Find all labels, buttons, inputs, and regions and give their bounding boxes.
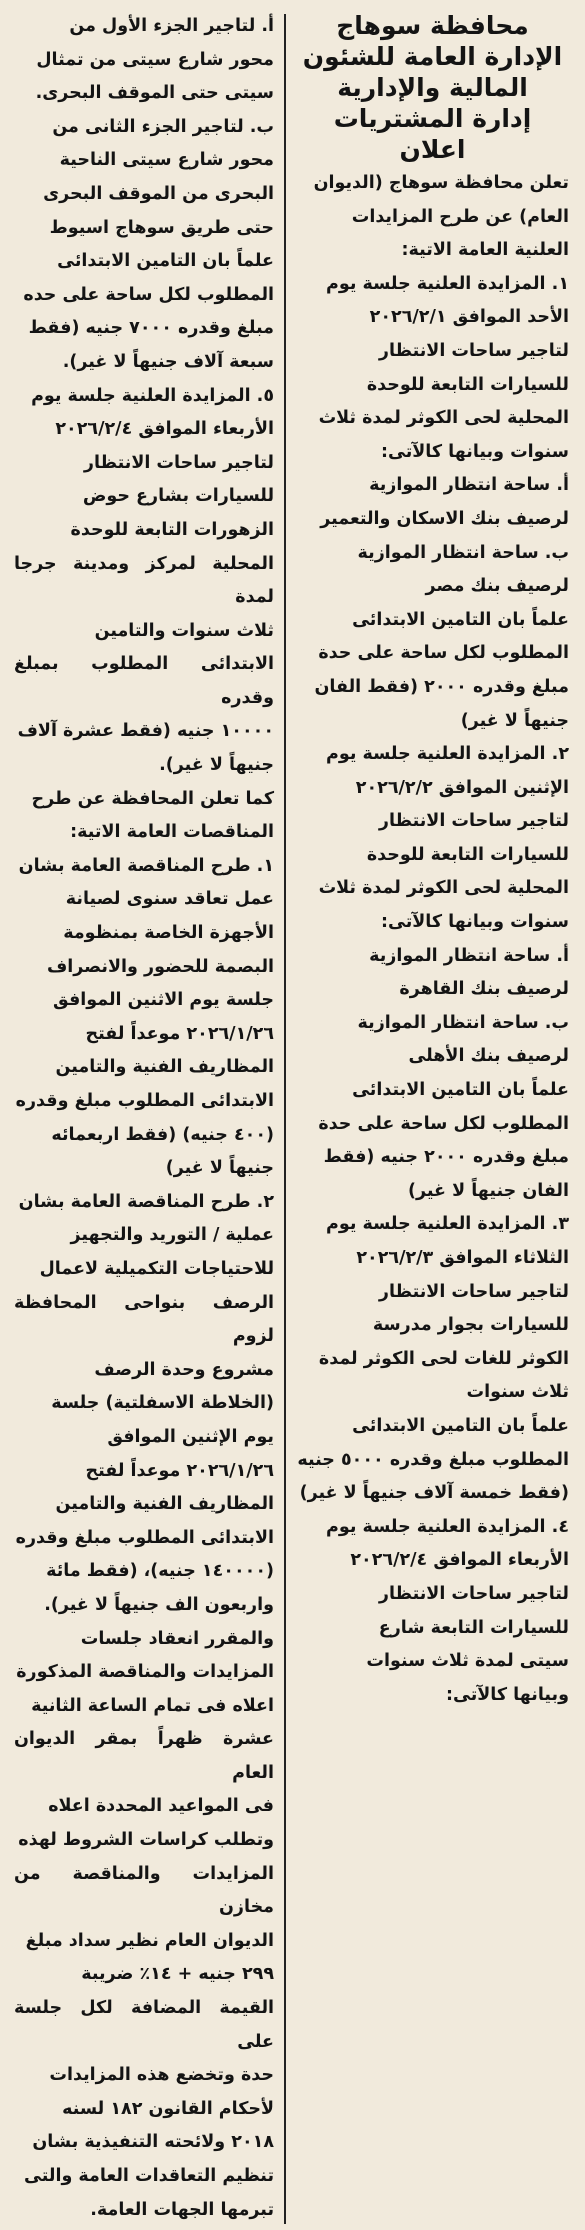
paragraph-line: ٢٩٩ جنيه + ١٤٪ ضريبة (81, 1964, 275, 1985)
paragraph-line: وبيانها كالآتى: (445, 1684, 569, 1705)
paragraph-line: للسيارات التابعة للوحدة (366, 844, 569, 865)
paragraph-line: ٢٠٢٦/١/٢٦ موعداً لفتح (85, 1460, 275, 1481)
paragraph-line: المزايدات والمناقصة المذكورة (16, 1662, 275, 1683)
announcement-paragraph (296, 537, 569, 604)
left-column (10, 10, 284, 2230)
announcement-paragraph (296, 1511, 569, 1713)
paragraph-line: الفان جنيهاً لا غير) (408, 1180, 569, 1201)
paragraph-line: الأجهزة الخاصة بمنظومة (63, 923, 275, 944)
paragraph-line: ٤. المزايدة العلنية جلسة يوم (326, 1516, 569, 1537)
announcement-paragraph (296, 738, 569, 940)
paragraph-line: لرصيف بنك الاسكان والتعمير (320, 508, 569, 529)
announcement-paragraph (14, 380, 274, 783)
paragraph-line: المطلوب مبلغ وقدره ٥٠٠٠ جنيه (297, 1449, 569, 1470)
paragraph-line: علماً بان التامين الابتدائى (352, 609, 569, 630)
paragraph-line: ١٠٠٠٠ جنيه (فقط عشرة آلاف (17, 721, 275, 742)
paragraph-line: محور شارع سيتى من تمثال (36, 49, 275, 70)
paragraph-line: المطلوب لكل ساحة على حدة (318, 1113, 569, 1134)
paragraph-line: المظاريف الفنية والتامين (55, 1057, 275, 1078)
paragraph-line: ٢. طرح المناقصة العامة بشان (18, 1191, 275, 1212)
paragraph-line: الزهورات التابعة للوحدة (70, 519, 275, 540)
paragraph-line: عملية / التوريد والتجهيز (70, 1225, 275, 1246)
paragraph-line: المحلية لحى الكوثر لمدة ثلاث (318, 408, 569, 429)
paragraph-line: القيمة المضافة لكل جلسة على (13, 1998, 275, 2052)
paragraph-line: الإثنين الموافق ٢٠٢٦/٢/٢ (355, 777, 569, 798)
paragraph-line: سنوات وبيانها كالآتى: (380, 441, 569, 462)
paragraph-line: ب. ساحة انتظار الموازية (357, 542, 569, 563)
paragraph-line: الرصف بنواحى المحافظة لزوم (13, 1292, 275, 1347)
paragraph-line: لرصيف بنك مصر (425, 576, 569, 597)
paragraph-line: (٤٠٠ جنيه) (فقط اربعمائه (51, 1124, 275, 1145)
announcement-paragraph (14, 111, 274, 245)
paragraph-line: جلسة يوم الاثنين الموافق (53, 990, 275, 1011)
announcement-paragraph (14, 1623, 274, 2228)
paragraph-line: الابتدائى المطلوب مبلغ وقدره (15, 1091, 275, 1111)
paragraph-line: جنيهاً لا غير) (460, 710, 569, 731)
announcement-paragraph (14, 245, 274, 379)
paragraph-line: جنيهاً لا غير) (165, 1158, 275, 1179)
announcement-paragraph (296, 1410, 569, 1511)
paragraph-line: لتاجير ساحات الانتظار (378, 340, 569, 361)
paragraph-line: العلنية العامة الاتية: (401, 240, 569, 261)
paragraph-line: تعلن محافظة سوهاج (الديوان (313, 173, 569, 193)
paragraph-line: فى المواعيد المحددة اعلاه (48, 1796, 275, 1817)
paragraph-line: ٢٠٢٦/١/٢٦ موعداً لفتح (85, 1023, 275, 1044)
paragraph-line: المحلية لحى الكوثر لمدة ثلاث (318, 878, 569, 899)
paragraph-line: الأحد الموافق ٢٠٢٦/٢/١ (369, 307, 569, 328)
paragraph-line: ١. طرح المناقصة العامة بشان (18, 855, 275, 876)
paragraph-line: (١٤٠٠٠٠ جنيه)، (فقط مائة (46, 1561, 275, 1582)
paragraph-line: مشروع وحدة الرصف (94, 1359, 275, 1380)
announcement-paragraph (296, 268, 569, 470)
paragraph-line: أ. ساحة انتظار الموازية (369, 945, 569, 966)
paragraph-line: للسيارات بجوار مدرسة (372, 1315, 569, 1336)
header-line: اعلان (399, 135, 466, 164)
paragraph-line: ب. ساحة انتظار الموازية (357, 1012, 569, 1033)
paragraph-line: يوم الإثنين الموافق (107, 1426, 275, 1447)
paragraph-line: الكوثر للغات لحى الكوثر لمدة (318, 1348, 569, 1369)
paragraph-line: لرصيف بنك القاهرة (399, 979, 569, 1000)
right-column-body (296, 167, 569, 1712)
header-line: إدارة المشتريات (333, 104, 532, 133)
paragraph-line: ٢٠١٨ ولائحته التنفيذية بشان (32, 2132, 275, 2153)
paragraph-line: ٢. المزايدة العلنية جلسة يوم (326, 744, 569, 765)
paragraph-line: الأربعاء الموافق ٢٠٢٦/٢/٤ (55, 419, 275, 440)
header-line: المالية والإدارية (337, 73, 528, 102)
paragraph-line: مبلغ وقدره ٢٠٠٠ (فقط الفان (314, 676, 569, 697)
paragraph-line: حدة وتخضع هذه المزايدات (49, 2065, 275, 2086)
paragraph-line: حتى طريق سوهاج اسيوط (49, 217, 275, 238)
paragraph-line: عمل تعاقد سنوى لصيانة (65, 889, 275, 910)
announcement-paragraph (14, 10, 274, 111)
paragraph-line: اعلاه فى تمام الساعة الثانية (31, 1695, 275, 1716)
column-divider (284, 14, 286, 2224)
header-line: الإدارة العامة للشئون (302, 42, 563, 71)
paragraph-line: سيتى لمدة ثلاث سنوات (366, 1651, 569, 1672)
header-line: محافظة سوهاج (336, 11, 529, 40)
paragraph-line: علماً بان التامين الابتدائى (352, 1415, 569, 1436)
announcement-header (296, 10, 569, 165)
paragraph-line: علماً بان التامين الابتدائى (57, 251, 275, 272)
paragraph-line: جنيهاً لا غير). (159, 755, 275, 776)
paragraph-line: واربعون الف جنيهاً لا غير). (44, 1594, 275, 1615)
paragraph-line: والمقرر انعقاد جلسات (80, 1628, 275, 1649)
announcement-paragraph (296, 1074, 569, 1208)
announcement-paragraph (296, 469, 569, 536)
paragraph-line: المحلية لمركز ومدينة جرجا لمدة (13, 553, 275, 608)
announcement-paragraph (296, 1208, 569, 1410)
paragraph-line: مبلغ وقدره ٢٠٠٠ جنيه (فقط (323, 1147, 569, 1168)
paragraph-line: ثلاث سنوات (466, 1382, 569, 1403)
paragraph-line: البحرى من الموقف البحرى (43, 183, 275, 204)
paragraph-line: أ. لتاجير الجزء الأول من (69, 16, 275, 36)
paragraph-line: للسيارات التابعة شارع (378, 1617, 569, 1638)
left-column-body (14, 10, 274, 2227)
paragraph-line: المظاريف الفنية والتامين (55, 1494, 275, 1515)
announcement-paragraph (14, 783, 274, 850)
paragraph-line: (فقط خمسة آلاف جنيهاً لا غير) (299, 1483, 569, 1504)
paragraph-line: البصمة للحضور والانصراف (46, 956, 275, 977)
paragraph-line: ٥. المزايدة العلنية جلسة يوم (31, 385, 275, 406)
paragraph-line: المطلوب لكل ساحة على حده (23, 284, 275, 305)
paragraph-line: (الخلاطة الاسفلتية) جلسة (51, 1393, 275, 1414)
paragraph-line: سيتى حتى الموقف البحرى. (35, 83, 275, 104)
paragraph-line: العام) عن طرح المزايدات (351, 206, 569, 227)
paragraph-line: المطلوب لكل ساحة على حدة (318, 643, 569, 664)
paragraph-line: للسيارات بشارع حوض (82, 486, 275, 507)
paragraph-line: لتاجير ساحات الانتظار (378, 1281, 569, 1302)
paragraph-line: لرصيف بنك الأهلى (408, 1046, 569, 1067)
paragraph-line: الابتدائى المطلوب مبلغ وقدره (15, 1527, 275, 1548)
paragraph-line: لأحكام القانون ١٨٢ لسنه (62, 2098, 275, 2119)
paragraph-line: المناقصات العامة الاتية: (70, 822, 275, 843)
paragraph-line: الأربعاء الموافق ٢٠٢٦/٢/٤ (350, 1550, 569, 1571)
paragraph-line: تنظيم التعاقدات العامة والتى (24, 2166, 275, 2186)
paragraph-line: للاحتياجات التكميلية لاعمال (39, 1258, 275, 1279)
paragraph-line: علماً بان التامين الابتدائى (352, 1080, 569, 1101)
paragraph-line: لتاجير ساحات الانتظار (378, 811, 569, 832)
announcement-paragraph (296, 167, 569, 268)
paragraph-line: لتاجير ساحات الانتظار (378, 1583, 569, 1604)
paragraph-line: مبلغ وقدره ٧٠٠٠ جنيه (فقط (28, 318, 275, 339)
paragraph-line: ٣. المزايدة العلنية جلسة يوم (326, 1214, 569, 1235)
right-column (286, 10, 575, 2230)
paragraph-line: الابتدائى المطلوب بمبلغ وقدره (13, 654, 275, 708)
paragraph-line: محور شارع سيتى الناحية (59, 150, 275, 171)
paragraph-line: وتطلب كراسات الشروط لهذه (18, 1830, 275, 1851)
announcement-paragraph (296, 940, 569, 1007)
announcement-paragraph (296, 604, 569, 738)
paragraph-line: الثلاثاء الموافق ٢٠٢٦/٢/٣ (356, 1248, 569, 1268)
paragraph-line: كما تعلن المحافظة عن طرح (31, 788, 275, 809)
paragraph-line: لتاجير ساحات الانتظار (83, 452, 275, 473)
paragraph-line: عشرة ظهراً بمقر الديوان العام (13, 1729, 275, 1783)
paragraph-line: للسيارات التابعة للوحدة (366, 374, 569, 395)
announcement-paragraph (14, 850, 274, 1186)
paragraph-line: المزايدات والمناقصة من مخازن (13, 1863, 275, 1918)
paragraph-line: ثلاث سنوات والتامين (94, 620, 275, 641)
paragraph-line: أ. ساحة انتظار الموازية (369, 475, 569, 496)
paragraph-line: ١. المزايدة العلنية جلسة يوم (326, 273, 569, 294)
paragraph-line: ب. لتاجير الجزء الثانى من (52, 116, 275, 137)
paragraph-line: سنوات وبيانها كالآتى: (380, 912, 569, 933)
announcement-paragraph (296, 1007, 569, 1074)
paragraph-line: تبرمها الجهات العامة. (90, 2199, 275, 2220)
announcement-paragraph (14, 1186, 274, 1623)
paragraph-line: سبعة آلاف جنيهاً لا غير). (62, 351, 275, 372)
paragraph-line: الديوان العام نظير سداد مبلغ (25, 1930, 275, 1951)
